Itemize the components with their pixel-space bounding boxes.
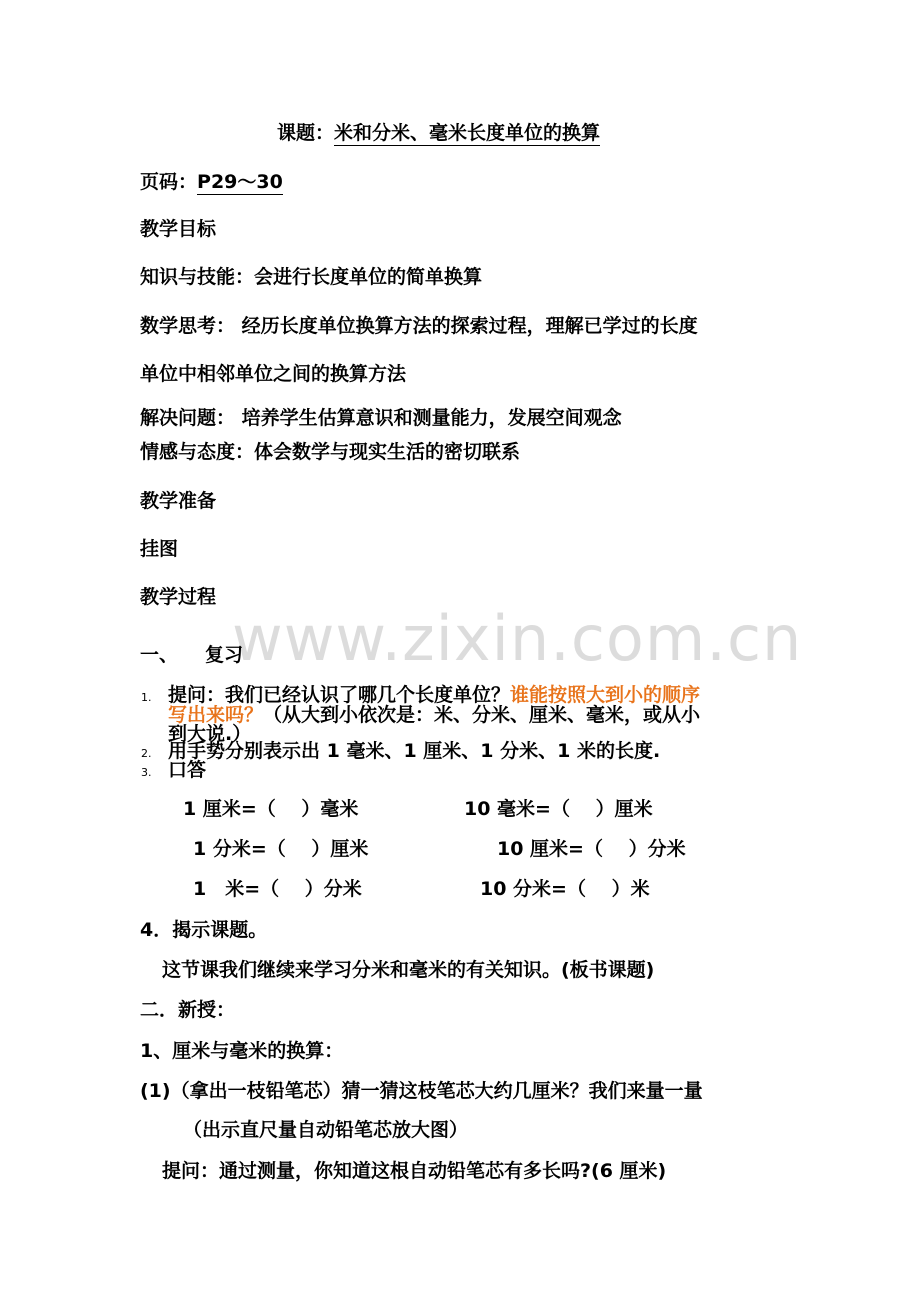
watermark: www.zixin.com.cn [232,602,803,675]
goal-emotion: 情感与态度：体会数学与现实生活的密切联系 [140,441,521,463]
section1-mark: 一、 [140,644,179,666]
goals-heading: 教学目标 [140,218,217,240]
goal-knowledge: 知识与技能：会进行长度单位的简单换算 [140,266,483,288]
oral-row1-right: 10 毫米=（ ）厘米 [464,798,653,820]
goal-problem: 解决问题： 培养学生估算意识和测量能力，发展空间观念 [140,407,622,429]
review-q1-text: 提问：我们已经认识了哪几个长度单位？ [168,684,511,706]
review-q2: 用手势分别表示出 1 毫米、1 厘米、1 分米、1 米的长度. [168,740,661,762]
part1-heading: 1、厘米与毫米的换算： [140,1040,344,1062]
section2-heading: 二．新授： [140,999,236,1021]
lesson-title [277,121,600,145]
list-number-3: 3. [141,766,152,779]
title-label: 课题： [277,122,335,144]
prep-heading: 教学准备 [140,490,217,512]
prep-item: 挂图 [140,538,179,560]
oral-row3-left: 1 米=（ ）分米 [193,878,362,900]
page-ref-text: P29～30 [197,171,283,193]
part1-line3: 提问：通过测量，你知道这根自动铅笔芯有多长吗?(6 厘米) [162,1160,667,1182]
page-reference [140,170,283,194]
oral-row2-left: 1 分米=（ ）厘米 [193,838,369,860]
list-number-1: 1. [141,691,152,704]
goal-thinking-line1: 数学思考： 经历长度单位换算方法的探索过程，理解已学过的长度 [140,315,698,337]
review-q3: 口答 [168,759,207,781]
page-ref-label: 页码： [140,171,198,193]
title-text: 米和分米、毫米长度单位的换算 [334,122,601,144]
oral-row3-right: 10 分米=（ ）米 [480,878,650,900]
process-heading: 教学过程 [140,586,217,608]
step4-text: 这节课我们继续来学习分米和毫米的有关知识。(板书课题) [162,959,655,981]
review-q1-answer: （从大到小依次是：米、分米、厘米、毫米，或从小 [263,704,701,726]
step4-heading: 4．揭示课题。 [140,919,268,941]
oral-row2-right: 10 厘米=（ ）分米 [497,838,686,860]
list-number-2: 2. [141,747,152,760]
goal-thinking-line2: 单位中相邻单位之间的换算方法 [140,363,407,385]
review-q1-line3: 到大说.） [168,723,252,745]
oral-row1-left: 1 厘米=（ ）毫米 [183,798,359,820]
part1-line1: (1)（拿出一枝铅笔芯）猜一猜这枝笔芯大约几厘米？我们来量一量 [140,1080,703,1102]
review-q1-highlight: 谁能按照大到小的顺序 [510,684,701,706]
review-q1-highlight-2: 写出来吗？ [168,704,264,726]
section1-title: 复习 [205,644,244,666]
part1-line2: （出示直尺量自动铅笔芯放大图） [183,1119,469,1141]
